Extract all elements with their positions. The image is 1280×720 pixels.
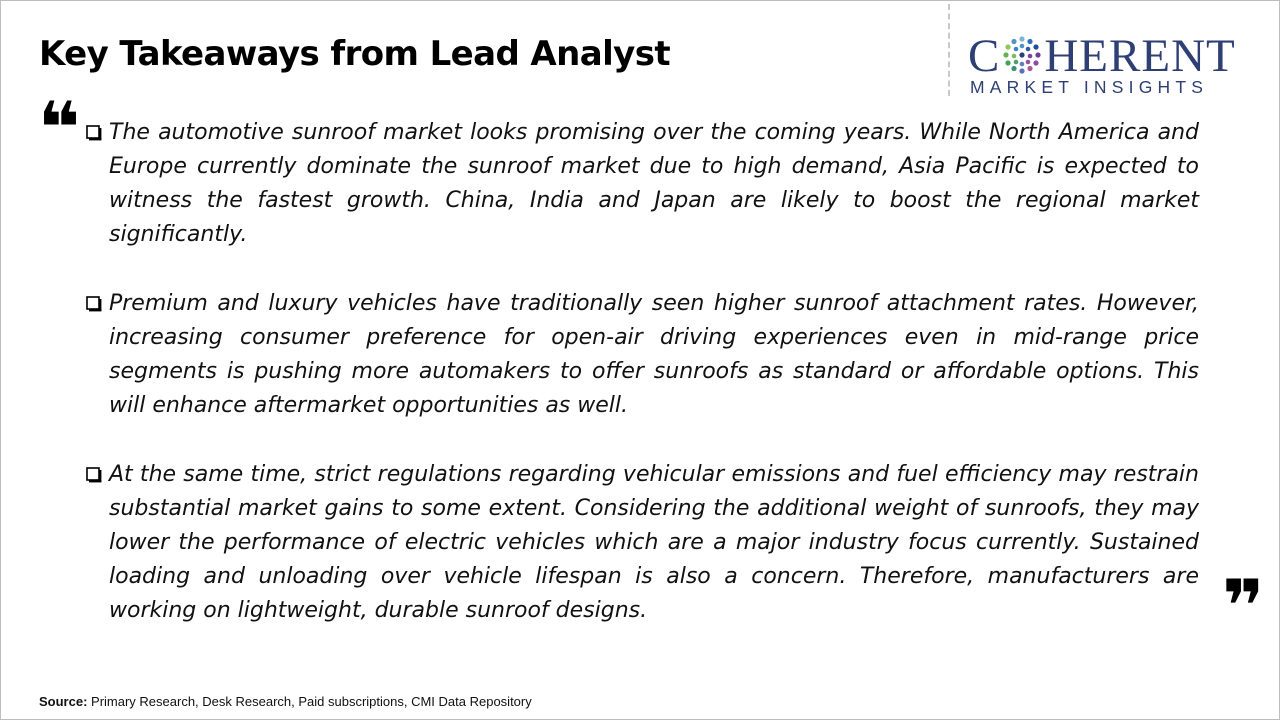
- source-text: Primary Research, Desk Research, Paid subscriptions, CMI Data Repository: [91, 694, 532, 709]
- logo-globe-icon: [1002, 35, 1042, 75]
- logo-word-right: HERENT: [1044, 30, 1236, 82]
- takeaway-item: [86, 116, 1199, 252]
- logo-divider: [948, 4, 950, 96]
- takeaways-list: [86, 116, 1199, 663]
- source-label: Source:: [39, 694, 88, 709]
- takeaway-item: [86, 458, 1199, 628]
- checkbox-bullet-icon: [86, 296, 102, 312]
- takeaway-text: The automotive sunroof market looks promising over the coming years. While North America and Europe currently dominate the sunroof market due to high demand, Asia Pacific is expected to witness the fastest growth. China, India and Japan are likely to boost the regional market significantly.: [109, 120, 1199, 247]
- close-quote-icon: ❞: [1222, 564, 1265, 648]
- logo-tagline: MARKET INSIGHTS: [970, 77, 1209, 97]
- checkbox-bullet-icon: [86, 125, 102, 141]
- takeaway-item: [86, 287, 1199, 423]
- checkbox-bullet-icon: [86, 467, 102, 483]
- takeaway-text: Premium and luxury vehicles have traditionally seen higher sunroof attachment rates. However, increasing consumer preference for open-air driving experiences even in mid-range price segments is pushing more automakers to offer sunroofs as standard or affordable options. This will enhance aftermarket opportunities as well.: [109, 291, 1199, 418]
- logo-word-left: C: [968, 30, 1001, 82]
- open-quote-icon: ❝: [38, 86, 81, 170]
- page-title: Key Takeaways from Lead Analyst: [39, 34, 671, 74]
- company-logo: [968, 30, 1262, 100]
- logo-wordmark: [968, 30, 1236, 82]
- source-note: [39, 694, 532, 709]
- takeaway-text: At the same time, strict regulations regarding vehicular emissions and fuel efficiency may restrain substantial market gains to some extent. Considering the additional weight of sunroofs, they may lower the performance of electric vehicles which are a major industry focus currently. Sustained loading and unloading over vehicle lifespan is also a concern. Therefore, manufacturers are working on lightweight, durable sunroof designs.: [109, 462, 1199, 623]
